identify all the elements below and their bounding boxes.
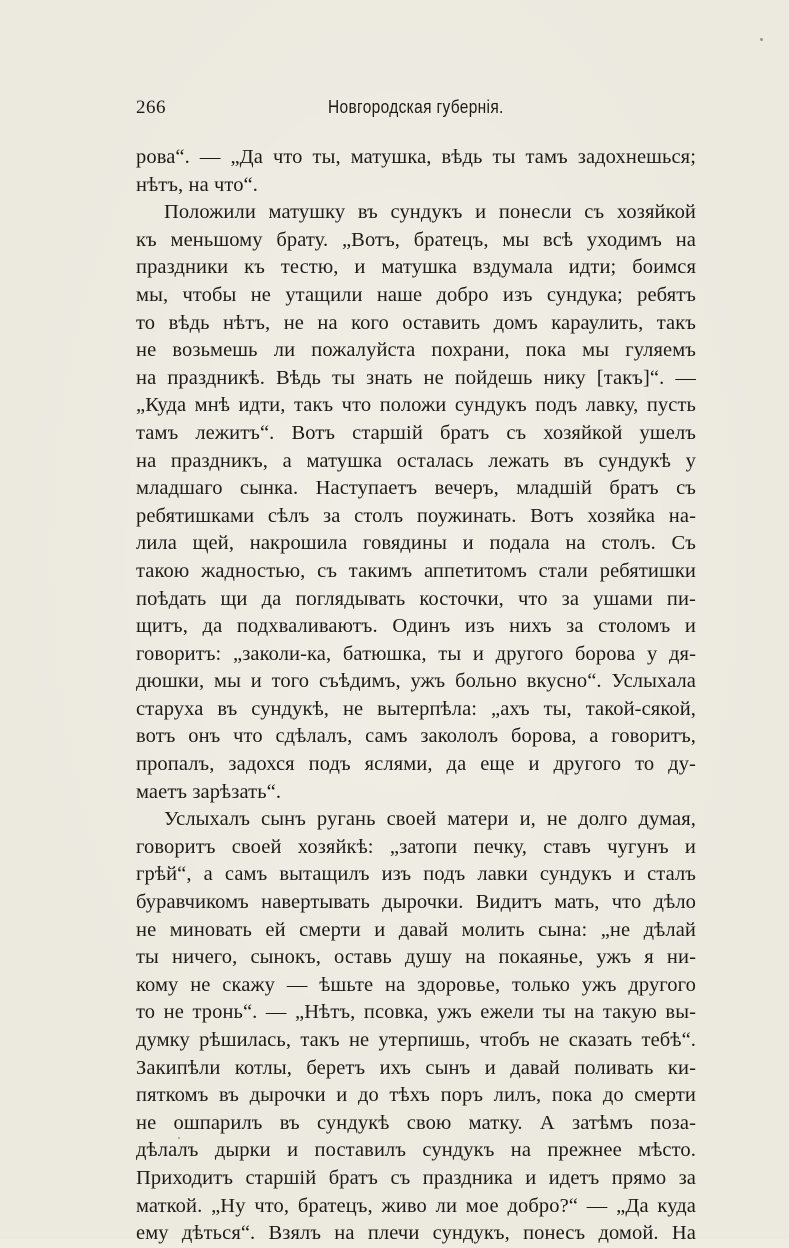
- text-line: такою жадностью, съ такимъ аппетитомъ стали ребятишки: [136, 559, 696, 582]
- paper-speck: [760, 38, 763, 41]
- text-line: Услыхалъ сынъ ругань своей матери и, не долго думая,: [164, 808, 696, 831]
- text-line: вотъ онъ что сдѣлалъ, самъ закололъ борова, а говоритъ,: [136, 725, 696, 748]
- text-line: то вѣдь нѣтъ, не на кого оставить домъ караулить, такъ: [136, 311, 696, 334]
- text-line: „Куда мнѣ идти, такъ что положи сундукъ подъ лавку, пусть: [136, 394, 696, 417]
- text-line: щитъ, да подхваливаютъ. Одинъ изъ нихъ за столомъ и: [136, 615, 696, 638]
- text-line: думку рѣшилась, такъ не утерпишь, чтобъ не сказать тебѣ“.: [136, 1029, 696, 1051]
- text-line: пропалъ, задохся подъ яслями, да еще и другого то ду-: [136, 753, 696, 776]
- text-line: маетъ зарѣзать“.: [136, 780, 282, 803]
- body-text: [136, 144, 696, 1248]
- text-line: ты ничего, сынокъ, оставь душу на покаянье, ужъ я ни-: [136, 946, 696, 969]
- text-line: поѣдать щи да поглядывать косточки, что за ушами пи-: [136, 587, 696, 610]
- text-line: не миновать ей смерти и давай молить сына: „не дѣлай: [136, 918, 696, 941]
- text-line: буравчикомъ навертывать дырочки. Видитъ мать, что дѣло: [136, 891, 696, 914]
- text-line: то не тронь“. — „Нѣтъ, псовка, ужъ ежели ты на такую вы-: [136, 1001, 696, 1024]
- text-line: старуха въ сундукѣ, не вытерпѣла: „ахъ ты, такой-сякой,: [136, 697, 696, 720]
- text-line: маткой. „Ну что, братецъ, живо ли мое добро?“ — „Да куда: [136, 1194, 696, 1217]
- text-line: говоритъ: „заколи-ка, батюшка, ты и другого борова у дя-: [136, 642, 696, 665]
- text-line: не возьмешь ли пожалуйста похрани, пока мы гуляемъ: [136, 339, 696, 362]
- page-number: 266: [136, 97, 166, 118]
- text-line: дюшки, мы и того съѣдимъ, ужъ больно вкусно“. Услыхала: [136, 670, 696, 693]
- text-line: нѣтъ, на что“.: [136, 173, 258, 196]
- text-line: на праздникъ, а матушка осталась лежать въ сундукѣ у: [136, 449, 696, 472]
- text-line: кому не скажу — ѣшьте на здоровье, только ужъ другого: [136, 973, 696, 996]
- text-line: ребятишками сѣлъ за столъ поужинать. Вотъ хозяйка на-: [136, 504, 696, 527]
- text-line: праздники къ тестю, и матушка вздумала идти; боимся: [136, 256, 696, 279]
- text-line: лила щей, накрошила говядины и подала на столъ. Съ: [136, 532, 696, 555]
- text-line: дѣлалъ дырки и поставилъ сундукъ на прежнее мѣсто.: [136, 1139, 696, 1162]
- paper-speck: [178, 1137, 180, 1139]
- text-line: къ меньшому брату. „Вотъ, братецъ, мы всѣ уходимъ на: [136, 228, 696, 251]
- page-header: [136, 97, 696, 127]
- text-line: мы, чтобы не утащили наше добро изъ сундука; ребятъ: [136, 283, 696, 306]
- text-line: Закипѣли котлы, беретъ ихъ сынъ и давай поливать ки-: [136, 1056, 696, 1079]
- running-title: Новгородская губернія.: [328, 97, 504, 117]
- text-line: рова“. — „Да что ты, матушка, вѣдь ты тамъ задохнешься;: [136, 146, 696, 168]
- text-line: не ошпарилъ въ сундукѣ свою матку. А затѣмъ поза-: [136, 1111, 696, 1134]
- text-line: тамъ лежитъ“. Вотъ старшій братъ съ хозяйкой ушелъ: [136, 421, 696, 444]
- text-line: грѣй“, а самъ вытащилъ изъ подъ лавки сундукъ и сталъ: [136, 863, 696, 886]
- text-line: говоритъ своей хозяйкѣ: „затопи печку, ставъ чугунъ и: [136, 835, 696, 858]
- text-line: на праздникѣ. Вѣдь ты знать не пойдешь нику [такъ]“. —: [136, 366, 696, 389]
- text-line: младшаго сынка. Наступаетъ вечеръ, младшій братъ съ: [136, 477, 696, 500]
- text-line: ему дѣться“. Взялъ на плечи сундукъ, понесъ домой. На: [136, 1222, 696, 1245]
- text-line: Положили матушку въ сундукъ и понесли съ хозяйкой: [164, 201, 696, 224]
- text-line: Приходитъ старшій братъ съ праздника и идетъ прямо за: [136, 1166, 696, 1189]
- text-line: пяткомъ въ дырочки и до тѣхъ поръ лилъ, пока до смерти: [136, 1084, 696, 1107]
